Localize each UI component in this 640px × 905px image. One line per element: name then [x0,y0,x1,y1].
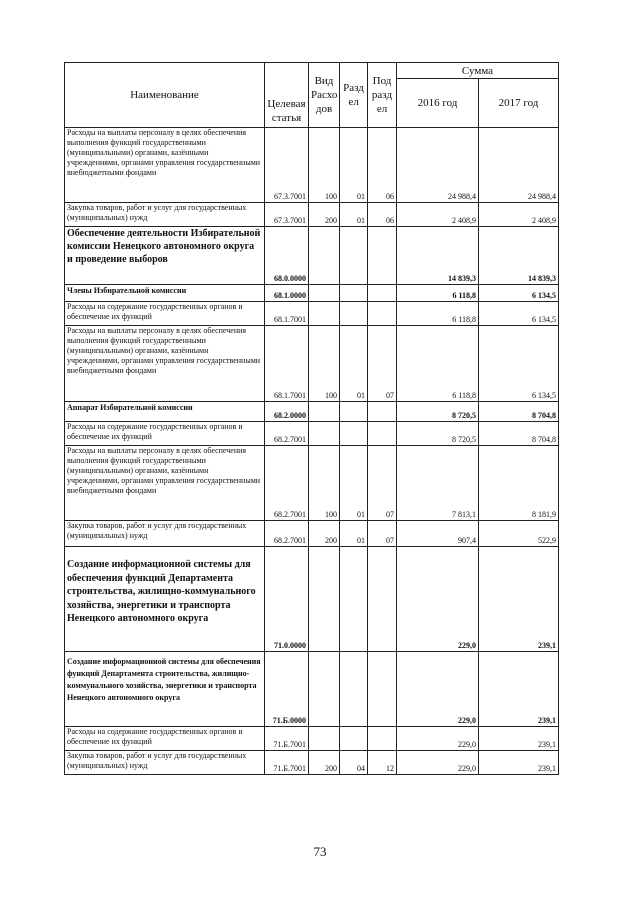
row-vid [309,285,340,302]
row-podrazdel: 12 [368,751,397,775]
row-vid: 200 [309,751,340,775]
row-podrazdel [368,227,397,285]
row-razdel [340,227,368,285]
row-razdel: 01 [340,521,368,547]
row-vid [309,227,340,285]
row-2016: 6 118,8 [397,326,479,402]
row-code: 68.1.7001 [265,302,309,326]
row-2016: 8 720,5 [397,422,479,446]
row-2016: 7 813,1 [397,446,479,521]
table-row [65,302,559,326]
table-row [65,402,559,422]
row-name: Расходы на содержание государственных органов и обеспечение их функций [65,727,265,751]
row-code: 67.3.7001 [265,203,309,227]
row-2016: 907,4 [397,521,479,547]
header-year-2017: 2017 год [479,79,559,128]
table-row [65,422,559,446]
row-code: 68.1.7001 [265,326,309,402]
row-2017: 239,1 [479,727,559,751]
row-name: Расходы на содержание государственных органов и обеспечение их функций [65,302,265,326]
table-row [65,521,559,547]
row-code: 68.2.7001 [265,422,309,446]
row-2017: 239,1 [479,652,559,727]
row-razdel [340,727,368,751]
row-podrazdel: 06 [368,203,397,227]
row-vid: 100 [309,446,340,521]
row-code: 68.2.7001 [265,446,309,521]
row-name: Закупка товаров, работ и услуг для государственных (муниципальных) нужд [65,751,265,775]
row-2016: 229,0 [397,727,479,751]
row-name: Расходы на содержание государственных органов и обеспечение их функций [65,422,265,446]
row-razdel [340,422,368,446]
header-article: Целевая статья [265,63,309,128]
row-vid [309,652,340,727]
header-name: Наименование [65,63,265,128]
row-podrazdel [368,422,397,446]
header-podrazdel: Под разд ел [368,63,397,128]
row-podrazdel: 07 [368,326,397,402]
table-row [65,446,559,521]
row-2017: 14 839,3 [479,227,559,285]
row-2016: 229,0 [397,652,479,727]
row-2017: 6 134,5 [479,326,559,402]
row-podrazdel [368,727,397,751]
row-vid [309,547,340,652]
row-code: 71.0.0000 [265,547,309,652]
row-2016: 229,0 [397,547,479,652]
row-code: 68.1.0000 [265,285,309,302]
row-razdel: 01 [340,128,368,203]
row-name: Закупка товаров, работ и услуг для государственных (муниципальных) нужд [65,521,265,547]
row-2016: 2 408,9 [397,203,479,227]
row-podrazdel [368,302,397,326]
row-2017: 8 181,9 [479,446,559,521]
row-name: Закупка товаров, работ и услуг для государственных (муниципальных) нужд [65,203,265,227]
row-2017: 2 408,9 [479,203,559,227]
row-2016: 24 988,4 [397,128,479,203]
row-podrazdel: 07 [368,446,397,521]
row-name: Аппарат Избирательной комиссии [65,402,265,422]
row-vid [309,422,340,446]
row-2016: 14 839,3 [397,227,479,285]
table-row [65,727,559,751]
row-razdel [340,302,368,326]
row-code: 71.Б.0000 [265,652,309,727]
table-row [65,547,559,652]
row-razdel: 01 [340,446,368,521]
row-2017: 239,1 [479,751,559,775]
row-vid [309,402,340,422]
row-podrazdel: 07 [368,521,397,547]
row-vid: 200 [309,203,340,227]
row-name: Расходы на выплаты персоналу в целях обеспечения выполнения функций государственными (муниципальными) органами, казёнными учреждениями, органами управления государственными внебюджетными фондами [65,128,265,203]
table-row [65,203,559,227]
header-year-2016: 2016 год [397,79,479,128]
table-row [65,285,559,302]
table-row [65,227,559,285]
header-razdel: Разд ел [340,63,368,128]
row-podrazdel [368,652,397,727]
row-2017: 6 134,5 [479,302,559,326]
row-podrazdel [368,402,397,422]
row-name: Члены Избирательной комиссии [65,285,265,302]
row-razdel [340,402,368,422]
header-summa: Сумма [397,63,559,79]
row-2017: 522,9 [479,521,559,547]
row-code: 68.2.0000 [265,402,309,422]
row-2016: 6 118,8 [397,302,479,326]
row-code: 68.2.7001 [265,521,309,547]
page-number: 73 [313,844,327,859]
row-code: 67.3.7001 [265,128,309,203]
row-code: 71.Б.7001 [265,727,309,751]
row-podrazdel [368,547,397,652]
row-2017: 24 988,4 [479,128,559,203]
row-vid: 100 [309,326,340,402]
row-razdel: 01 [340,326,368,402]
row-name: Создание информационной системы для обеспечения функций Департамента строительства, жилищно-коммунального хозяйства, энергетики и транспорта Ненецкого автономного округа [65,652,265,727]
row-code: 71.Б.7001 [265,751,309,775]
row-razdel [340,547,368,652]
header-vid: Вид Расхо дов [309,63,340,128]
row-2017: 8 704,8 [479,402,559,422]
row-2016: 6 118,8 [397,285,479,302]
row-2016: 229,0 [397,751,479,775]
row-code: 68.0.0000 [265,227,309,285]
row-name: Расходы на выплаты персоналу в целях обеспечения выполнения функций государственными (муниципальными) органами, казёнными учреждениями, органами управления государственными внебюджетными фондами [65,446,265,521]
row-razdel [340,285,368,302]
row-vid: 200 [309,521,340,547]
row-2017: 8 704,8 [479,422,559,446]
table-row [65,652,559,727]
row-vid [309,727,340,751]
row-name: Обеспечение деятельности Избирательной комиссии Ненецкого автономного округа и проведение выборов [65,227,265,285]
table-row [65,326,559,402]
budget-table [64,62,559,775]
row-vid [309,302,340,326]
row-2017: 239,1 [479,547,559,652]
row-2016: 8 720,5 [397,402,479,422]
table-row [65,128,559,203]
row-razdel [340,652,368,727]
table-row [65,751,559,775]
row-name: Расходы на выплаты персоналу в целях обеспечения выполнения функций государственными (муниципальными) органами, казёнными учреждениями, органами управления государственными внебюджетными фондами [65,326,265,402]
row-podrazdel: 06 [368,128,397,203]
row-vid: 100 [309,128,340,203]
row-podrazdel [368,285,397,302]
row-name: Создание информационной системы для обеспечения функций Департамента строительства, жилищно-коммунального хозяйства, энергетики и транспорта Ненецкого автономного округа [65,547,265,652]
row-2017: 6 134,5 [479,285,559,302]
row-razdel: 01 [340,203,368,227]
row-razdel: 04 [340,751,368,775]
